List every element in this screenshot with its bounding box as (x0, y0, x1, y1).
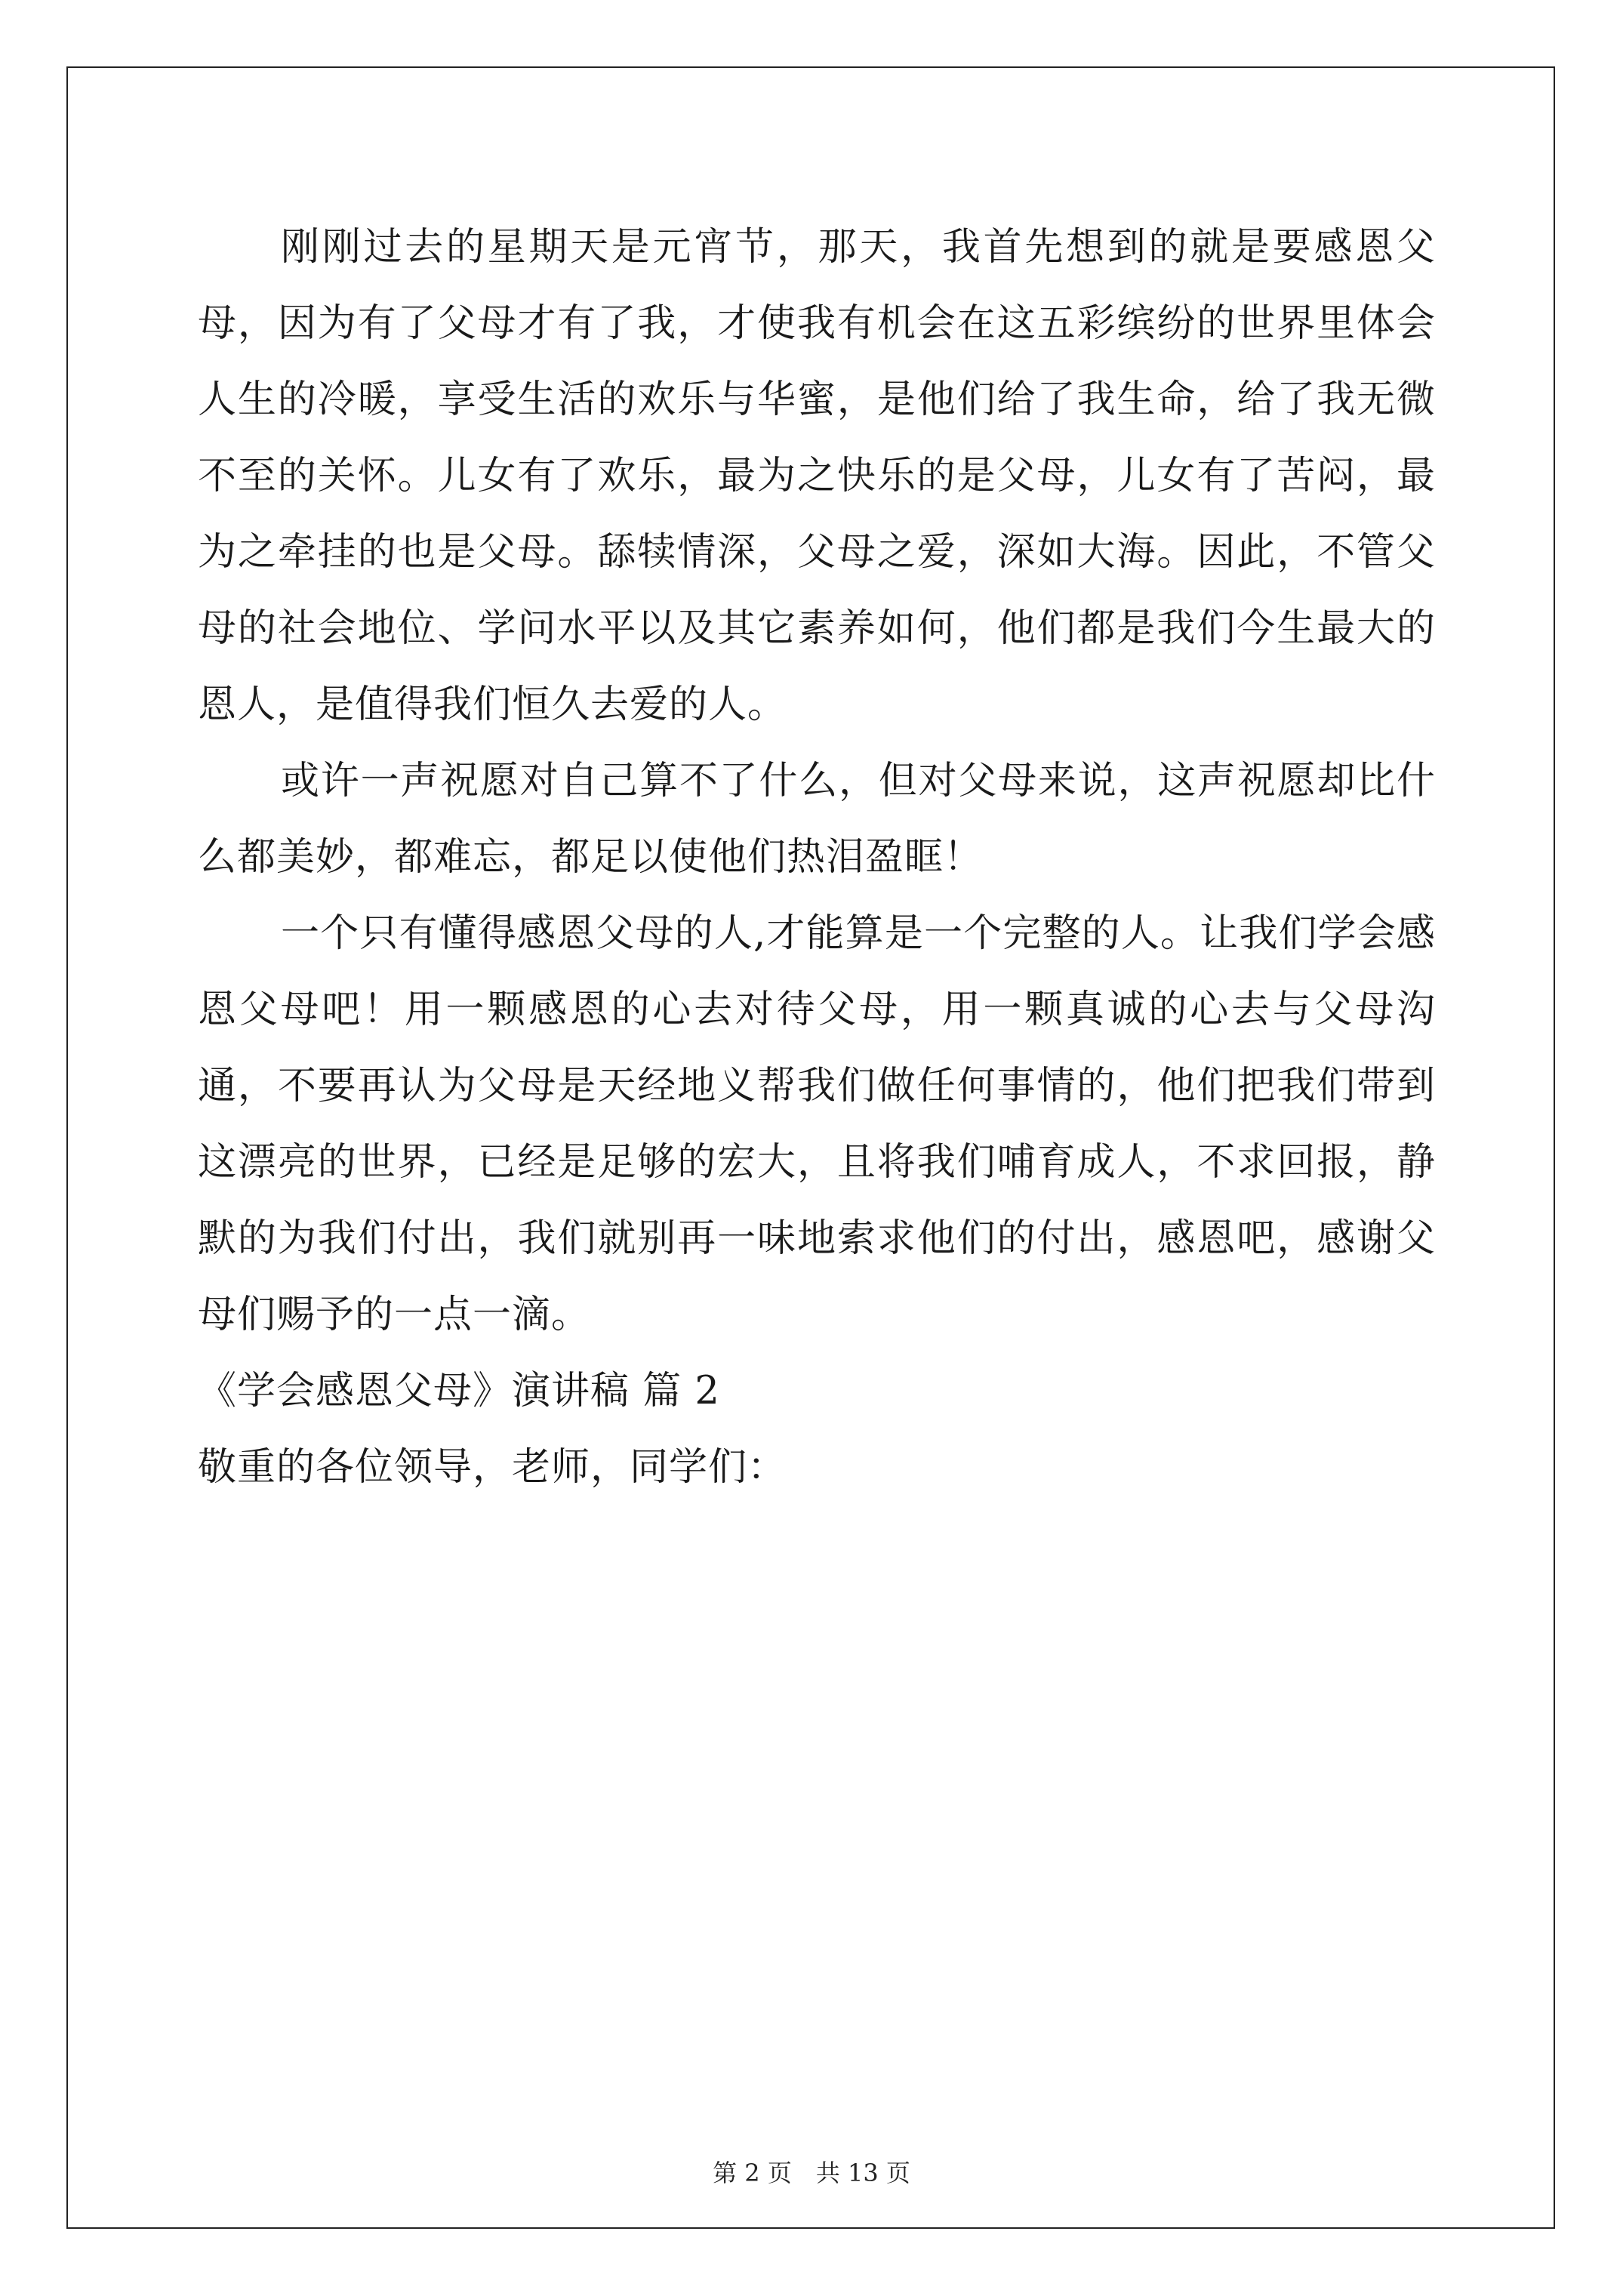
page-number-footer: 第 2 页 共 13 页 (713, 2159, 910, 2187)
greeting-line: 敬重的各位领导，老师，同学们： (198, 1445, 787, 1490)
paragraph-2: 或许一声祝愿对自己算不了什么，但对父母来说，这声祝愿却比什么都美妙，都难忘，都足以使他们热泪盈眶！ (198, 759, 1436, 880)
paragraph-1: 刚刚过去的星期天是元宵节，那天，我首先想到的就是要感恩父母，因为有了父母才有了我，才使我有机会在这五彩缤纷的世界里体会人生的冷暖，享受生活的欢乐与华蜜，是他们给了我生命，给了我无微不至的关怀。儿女有了欢乐，最为之快乐的是父母，儿女有了苦闷，最为之牵挂的也是父母。舔犊情深，父母之爱，深如大海。因此，不管父母的社会地位、学问水平以及其它素养如何，他们都是我们今生最大的恩人，是值得我们恒久去爱的人。 (198, 225, 1436, 727)
document-body (198, 209, 1436, 1505)
paragraph-3: 一个只有懂得感恩父母的人,才能算是一个完整的人。让我们学会感恩父母吧！用一颗感恩的心去对待父母，用一颗真诚的心去与父母沟通，不要再认为父母是天经地义帮我们做任何事情的，他们把我们带到这漂亮的世界，已经是足够的宏大，且将我们哺育成人，不求回报，静默的为我们付出，我们就别再一味地索求他们的付出，感恩吧，感谢父母们赐予的一点一滴。 (198, 911, 1436, 1337)
section-title: 《学会感恩父母》演讲稿 篇 2 (198, 1369, 720, 1413)
